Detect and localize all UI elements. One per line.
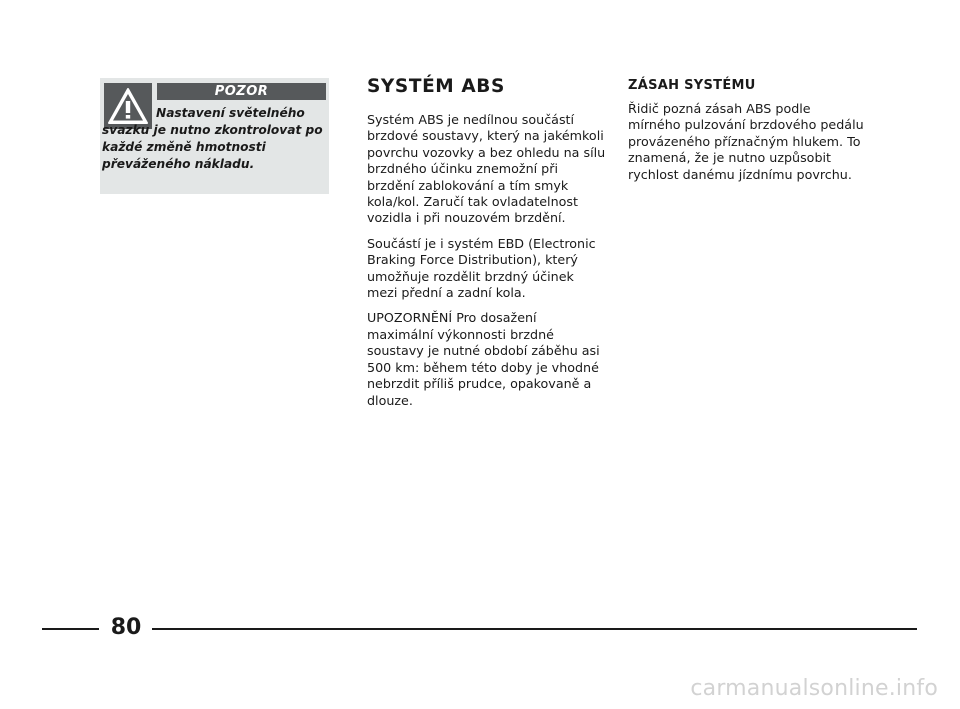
abs-section-title: SYSTÉM ABS	[367, 76, 505, 97]
footer-rule-right	[152, 628, 917, 630]
abs-paragraph: Systém ABS je nedílnou součástí brzdové soustavy, který na jakémkoli povrchu vozovky a bez ohledu na sílu brzdného účinku znemožní při brzdění zablokování a tím smyk kola/kol. Zaručí tak ovladatelnost vozidla i při nouzovém brzdění.	[367, 112, 606, 226]
intervention-paragraph: Řidič pozná zásah ABS podle mírného pulzování brzdového pedálu provázeného příznačným hlukem. To znamená, že je nutno uzpůsobit rychlost danému jízdnímu povrchu.	[628, 101, 864, 182]
watermark: carmanualsonline.info	[690, 676, 938, 701]
intervention-section-title: ZÁSAH SYSTÉMU	[628, 78, 756, 93]
intervention-section-body	[628, 101, 898, 192]
abs-paragraph: UPOZORNĚNÍ Pro dosažení maximální výkonnosti brzdné soustavy je nutné období záběhu asi 500 km: během této doby je vhodné nebrzdit příliš prudce, opakovaně a dlouze.	[367, 310, 600, 408]
warning-text: Nastavení světelného svazku je nutno zkontrolovat po každé změně hmotnosti převáženého nákladu.	[102, 106, 323, 171]
footer-rule-left	[42, 628, 99, 630]
warning-heading: POZOR	[157, 83, 326, 100]
abs-section-body	[367, 112, 617, 418]
warning-box	[100, 78, 329, 194]
abs-paragraph: Součástí je i systém EBD (Electronic Braking Force Distribution), který umožňuje rozdělit brzdný účinek mezi přední a zadní kola.	[367, 235, 596, 301]
page-number: 80	[110, 615, 142, 640]
